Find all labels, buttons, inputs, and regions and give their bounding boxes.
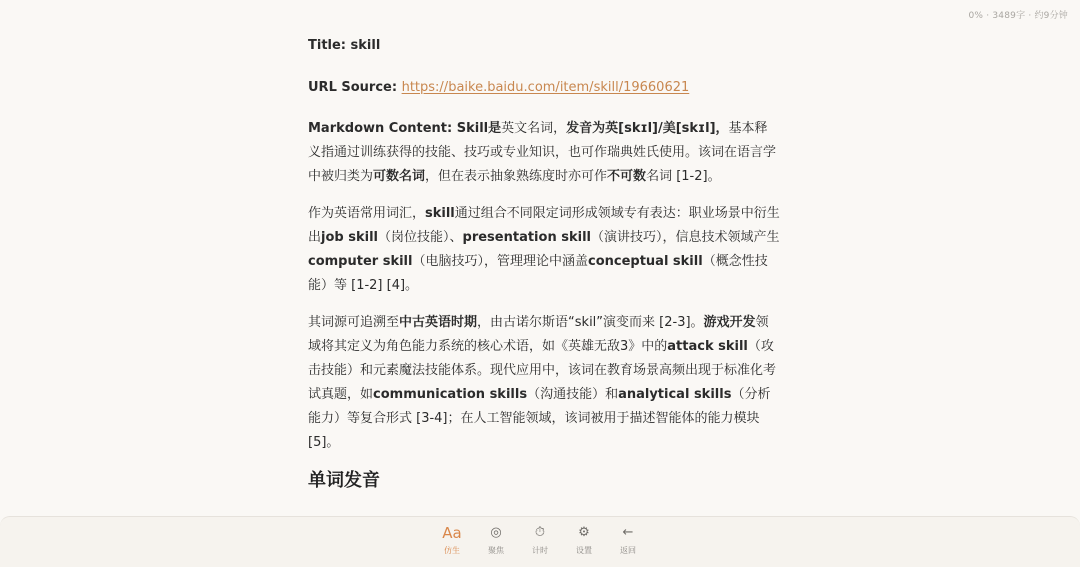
tool-label: 聚焦 bbox=[488, 546, 504, 555]
text-run: （演讲技巧），信息技术领域产生 bbox=[590, 230, 780, 245]
tool-timer-button[interactable] bbox=[518, 523, 562, 556]
tool-label: 计时 bbox=[532, 546, 548, 555]
bold-text: 游戏开发 bbox=[703, 315, 756, 330]
tool-back-button[interactable] bbox=[606, 523, 650, 556]
bold-text: presentation skill bbox=[462, 230, 591, 245]
bold-text: attack skill bbox=[667, 339, 748, 354]
bold-text: Markdown bbox=[308, 121, 389, 136]
tool-focus-button[interactable] bbox=[474, 523, 518, 556]
text-run: （沟通技能）和 bbox=[527, 387, 619, 402]
tool-settings-button[interactable] bbox=[562, 523, 606, 556]
text-run: （岗位技能）、 bbox=[378, 230, 463, 245]
word-count: 3489字 bbox=[992, 11, 1026, 21]
tool-label: 设置 bbox=[576, 546, 592, 555]
bold-text: job skill bbox=[321, 230, 378, 245]
text-run: （概念性技能）等 [1-2] [4]。 bbox=[308, 254, 768, 293]
reading-time: 约9分钟 bbox=[1034, 11, 1068, 21]
url-label: URL Source: bbox=[308, 80, 402, 95]
timer-icon: ⏱ bbox=[534, 525, 546, 540]
text-run: 名词 [1-2]。 bbox=[646, 169, 721, 184]
back-arrow-icon: ← bbox=[622, 525, 634, 540]
text-run: 通过组合不同限定词形成领域专有表达：职业场景中衍生出 bbox=[308, 206, 780, 245]
text-run: 其词源可追溯至 bbox=[308, 315, 400, 330]
status-separator: · bbox=[983, 11, 993, 21]
paragraph-usage bbox=[308, 202, 780, 298]
bold-text: 不可数 bbox=[607, 169, 647, 184]
tool-bionic-button[interactable] bbox=[430, 523, 474, 556]
bold-text: Skill是 bbox=[456, 121, 502, 136]
font-aa-icon: Aa bbox=[442, 524, 462, 542]
title-label: Title: bbox=[308, 38, 351, 53]
bold-text: 发音为英[skɪl]/美[skɪl]， bbox=[566, 121, 729, 136]
bold-text: Content: bbox=[388, 121, 457, 136]
bold-text: skill bbox=[425, 206, 455, 221]
paragraph-etymology bbox=[308, 311, 780, 455]
bold-text: analytical skills bbox=[618, 387, 732, 402]
bold-text: conceptual skill bbox=[587, 254, 703, 269]
article-title bbox=[308, 34, 780, 58]
url-source-line bbox=[308, 76, 780, 100]
article-body bbox=[308, 34, 780, 494]
tool-label: 返回 bbox=[620, 546, 636, 555]
status-separator: · bbox=[1025, 11, 1035, 21]
bold-text: 中古英语时期 bbox=[399, 315, 478, 330]
focus-circle-icon: ◎ bbox=[490, 525, 502, 540]
source-url-link[interactable]: https://baike.baidu.com/item/skill/19660621 bbox=[401, 80, 690, 95]
text-run: 作为英语常用词汇， bbox=[308, 206, 426, 221]
text-run: ，由古诺尔斯语“skil”演变而来 [2-3]。 bbox=[477, 315, 704, 330]
text-run: 英文名词， bbox=[501, 121, 567, 136]
text-run: （分析能力）等复合形式 [3-4]；在人工智能领域，该词被用于描述智能体的能力模块 [5]。 bbox=[308, 387, 771, 450]
title-value: skill bbox=[350, 38, 381, 53]
text-run: （电脑技巧），管理理论中涵盖 bbox=[412, 254, 588, 269]
gear-icon: ⚙ bbox=[578, 525, 590, 540]
bold-text: 可数名词 bbox=[373, 169, 426, 184]
progress-percent: 0% bbox=[968, 11, 984, 21]
bold-text: communication skills bbox=[373, 387, 528, 402]
reading-status bbox=[969, 8, 1069, 21]
bold-text: computer skill bbox=[308, 254, 413, 269]
bottom-toolbar bbox=[0, 516, 1080, 567]
section-heading: 单词发音 bbox=[308, 470, 380, 491]
text-run: 领域将其定义为角色能力系统的核心术语，如《英雄无敌3》中的 bbox=[308, 315, 769, 354]
text-run: （攻击技能）和元素魔法技能体系。现代应用中，该词在教育场景高频出现于标准化考试真题，如 bbox=[308, 339, 777, 402]
paragraph-definition bbox=[308, 117, 780, 189]
text-run: 基本释义指通过训练获得的技能、技巧或专业知识，也可作瑞典姓氏使用。该词在语言学中被归类为 bbox=[308, 121, 777, 184]
text-run: ，但在表示抽象熟练度时亦可作 bbox=[425, 169, 608, 184]
tool-label: 仿生 bbox=[444, 546, 460, 555]
